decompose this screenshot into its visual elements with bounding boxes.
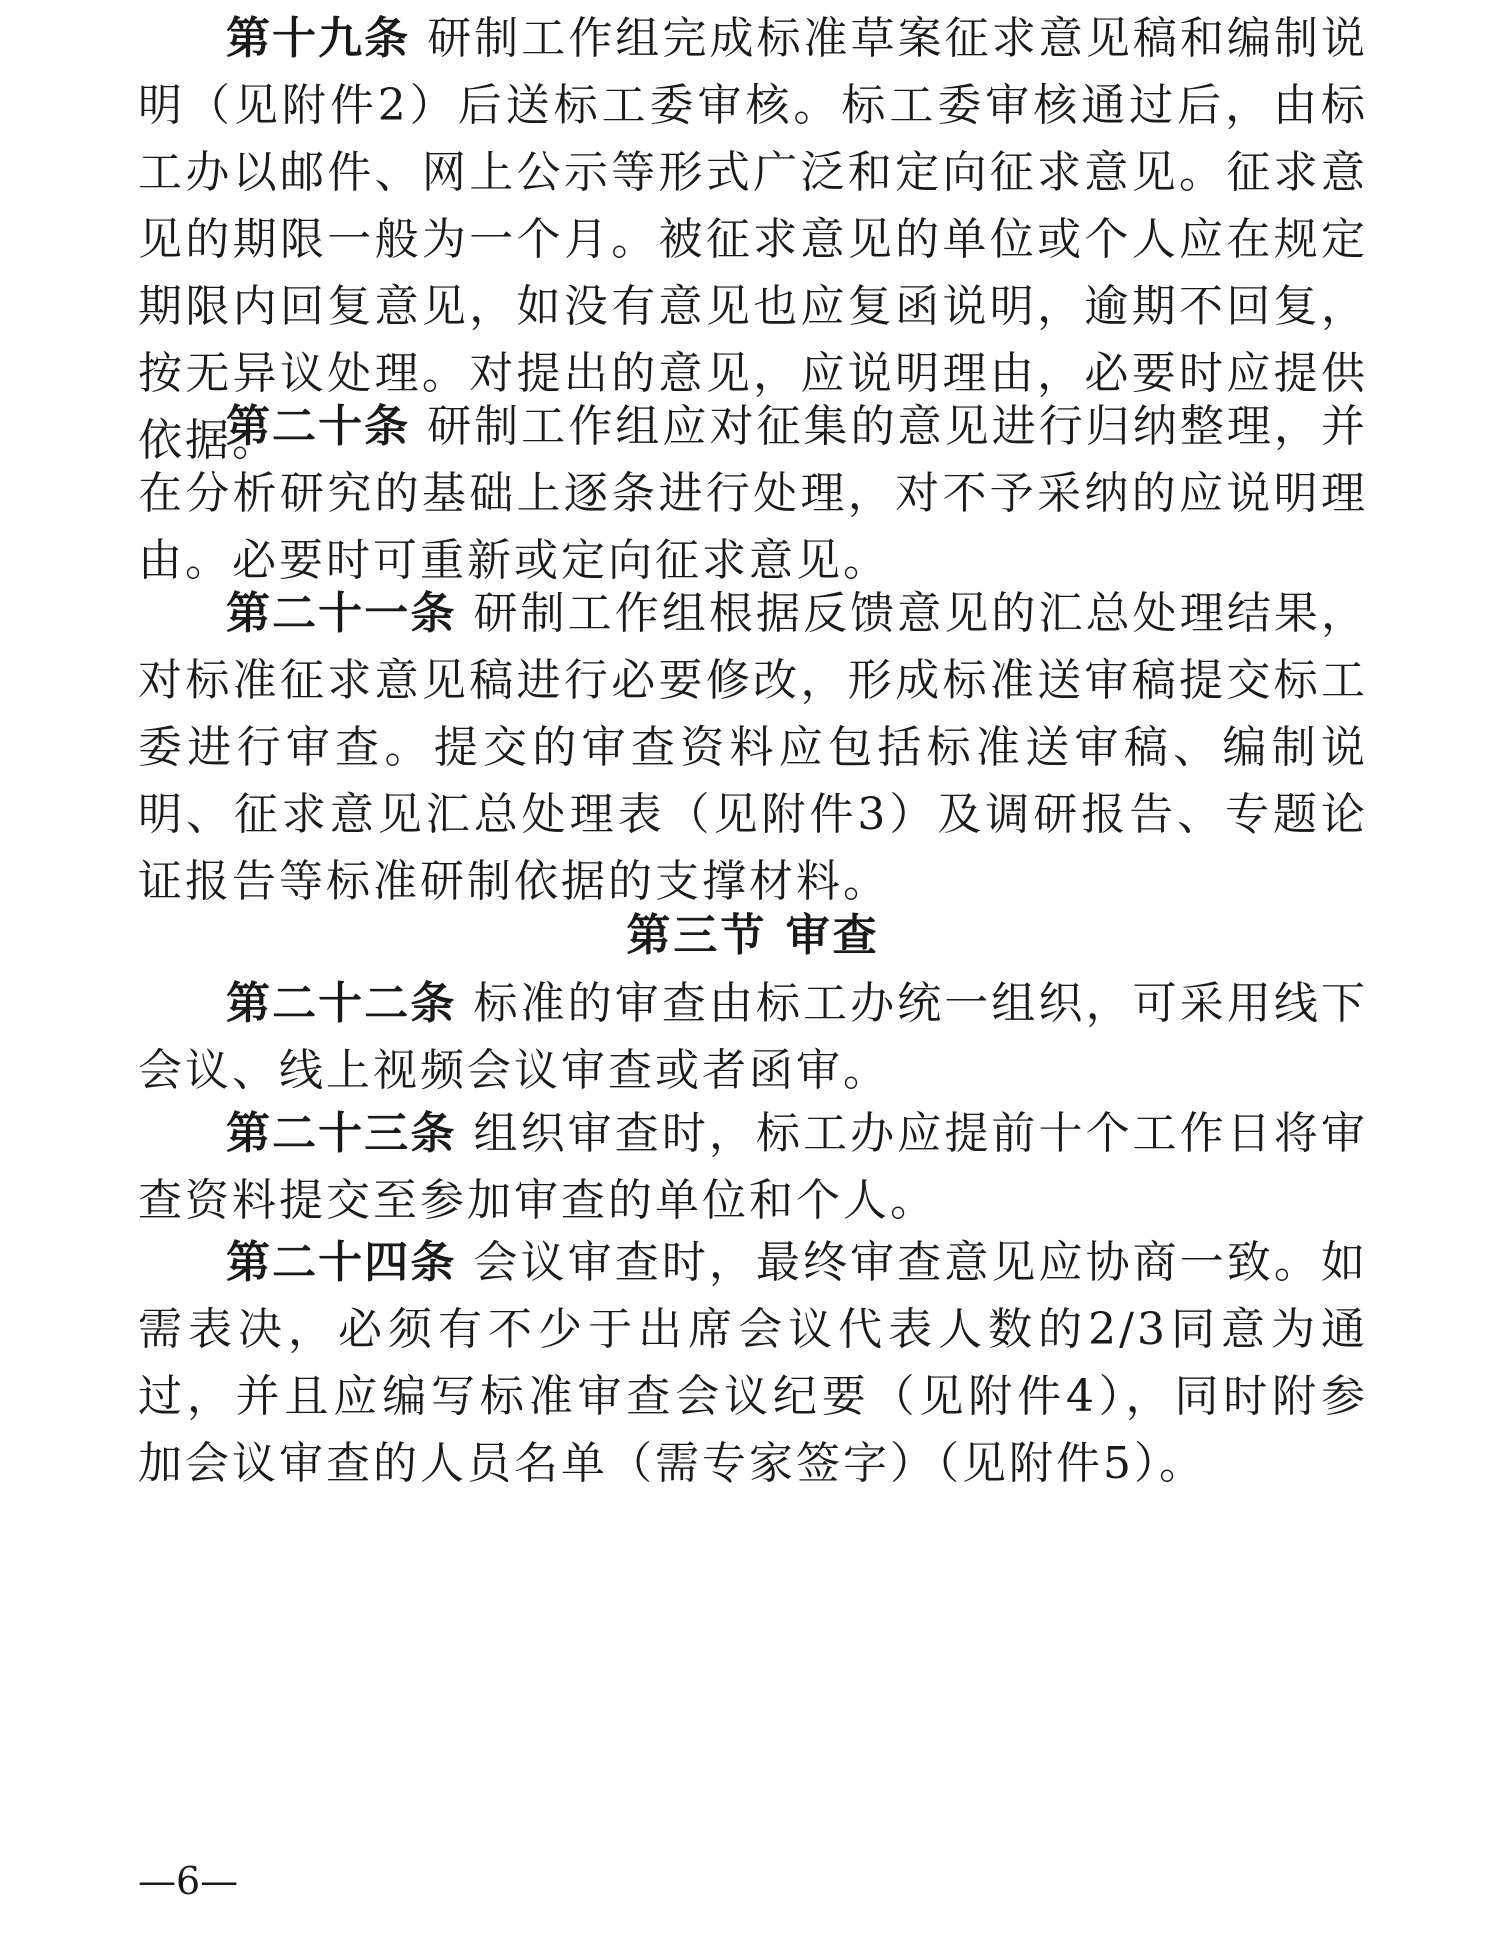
- article-number: 第二十四条: [226, 1237, 457, 1288]
- article-number: 第十九条: [226, 13, 411, 64]
- article-20: [138, 393, 1368, 594]
- page-number: —6—: [138, 1859, 239, 1903]
- article-text: 会议审查时，最终审查意见应协商一致。如需表决，必须有不少于出席会议代表人数的2/3同意为通过，并且应编写标准审查会议纪要（见附件4），同时附参加会议审查的人员名单（需专家签字）（见附件5）。: [138, 1237, 1368, 1489]
- section-title: 第三节 审查: [626, 910, 880, 961]
- article-text: 组织审查时，标工办应提前十个工作日将审查资料提交至参加审查的单位和个人。: [138, 1108, 1368, 1226]
- article-number: 第二十二条: [226, 978, 457, 1029]
- article-21: [138, 580, 1368, 915]
- article-text: 研制工作组根据反馈意见的汇总处理结果，对标准征求意见稿进行必要修改，形成标准送审稿提交标工委进行审查。提交的审查资料应包括标准送审稿、编制说明、征求意见汇总处理表（见附件3）及调研报告、专题论证报告等标准研制依据的支撑材料。: [138, 588, 1368, 907]
- article-24: [138, 1229, 1368, 1497]
- article-number: 第二十条: [226, 401, 411, 452]
- article-text: 标准的审查由标工办统一组织，可采用线下会议、线上视频会议审查或者函审。: [138, 978, 1368, 1096]
- article-23: [138, 1100, 1368, 1234]
- article-number: 第二十一条: [226, 588, 457, 639]
- article-text: 研制工作组完成标准草案征求意见稿和编制说明（见附件2）后送标工委审核。标工委审核通过后，由标工办以邮件、网上公示等形式广泛和定向征求意见。征求意见的期限一般为一个月。被征求意见的单位或个人应在规定期限内回复意见，如没有意见也应复函说明，逾期不回复，按无异议处理。对提出的意见，应说明理由，必要时应提供依据。: [138, 13, 1368, 466]
- article-text: 研制工作组应对征集的意见进行归纳整理，并在分析研究的基础上逐条进行处理，对不予采纳的应说明理由。必要时可重新或定向征求意见。: [138, 401, 1368, 586]
- article-22: [138, 970, 1368, 1104]
- article-number: 第二十三条: [226, 1108, 457, 1159]
